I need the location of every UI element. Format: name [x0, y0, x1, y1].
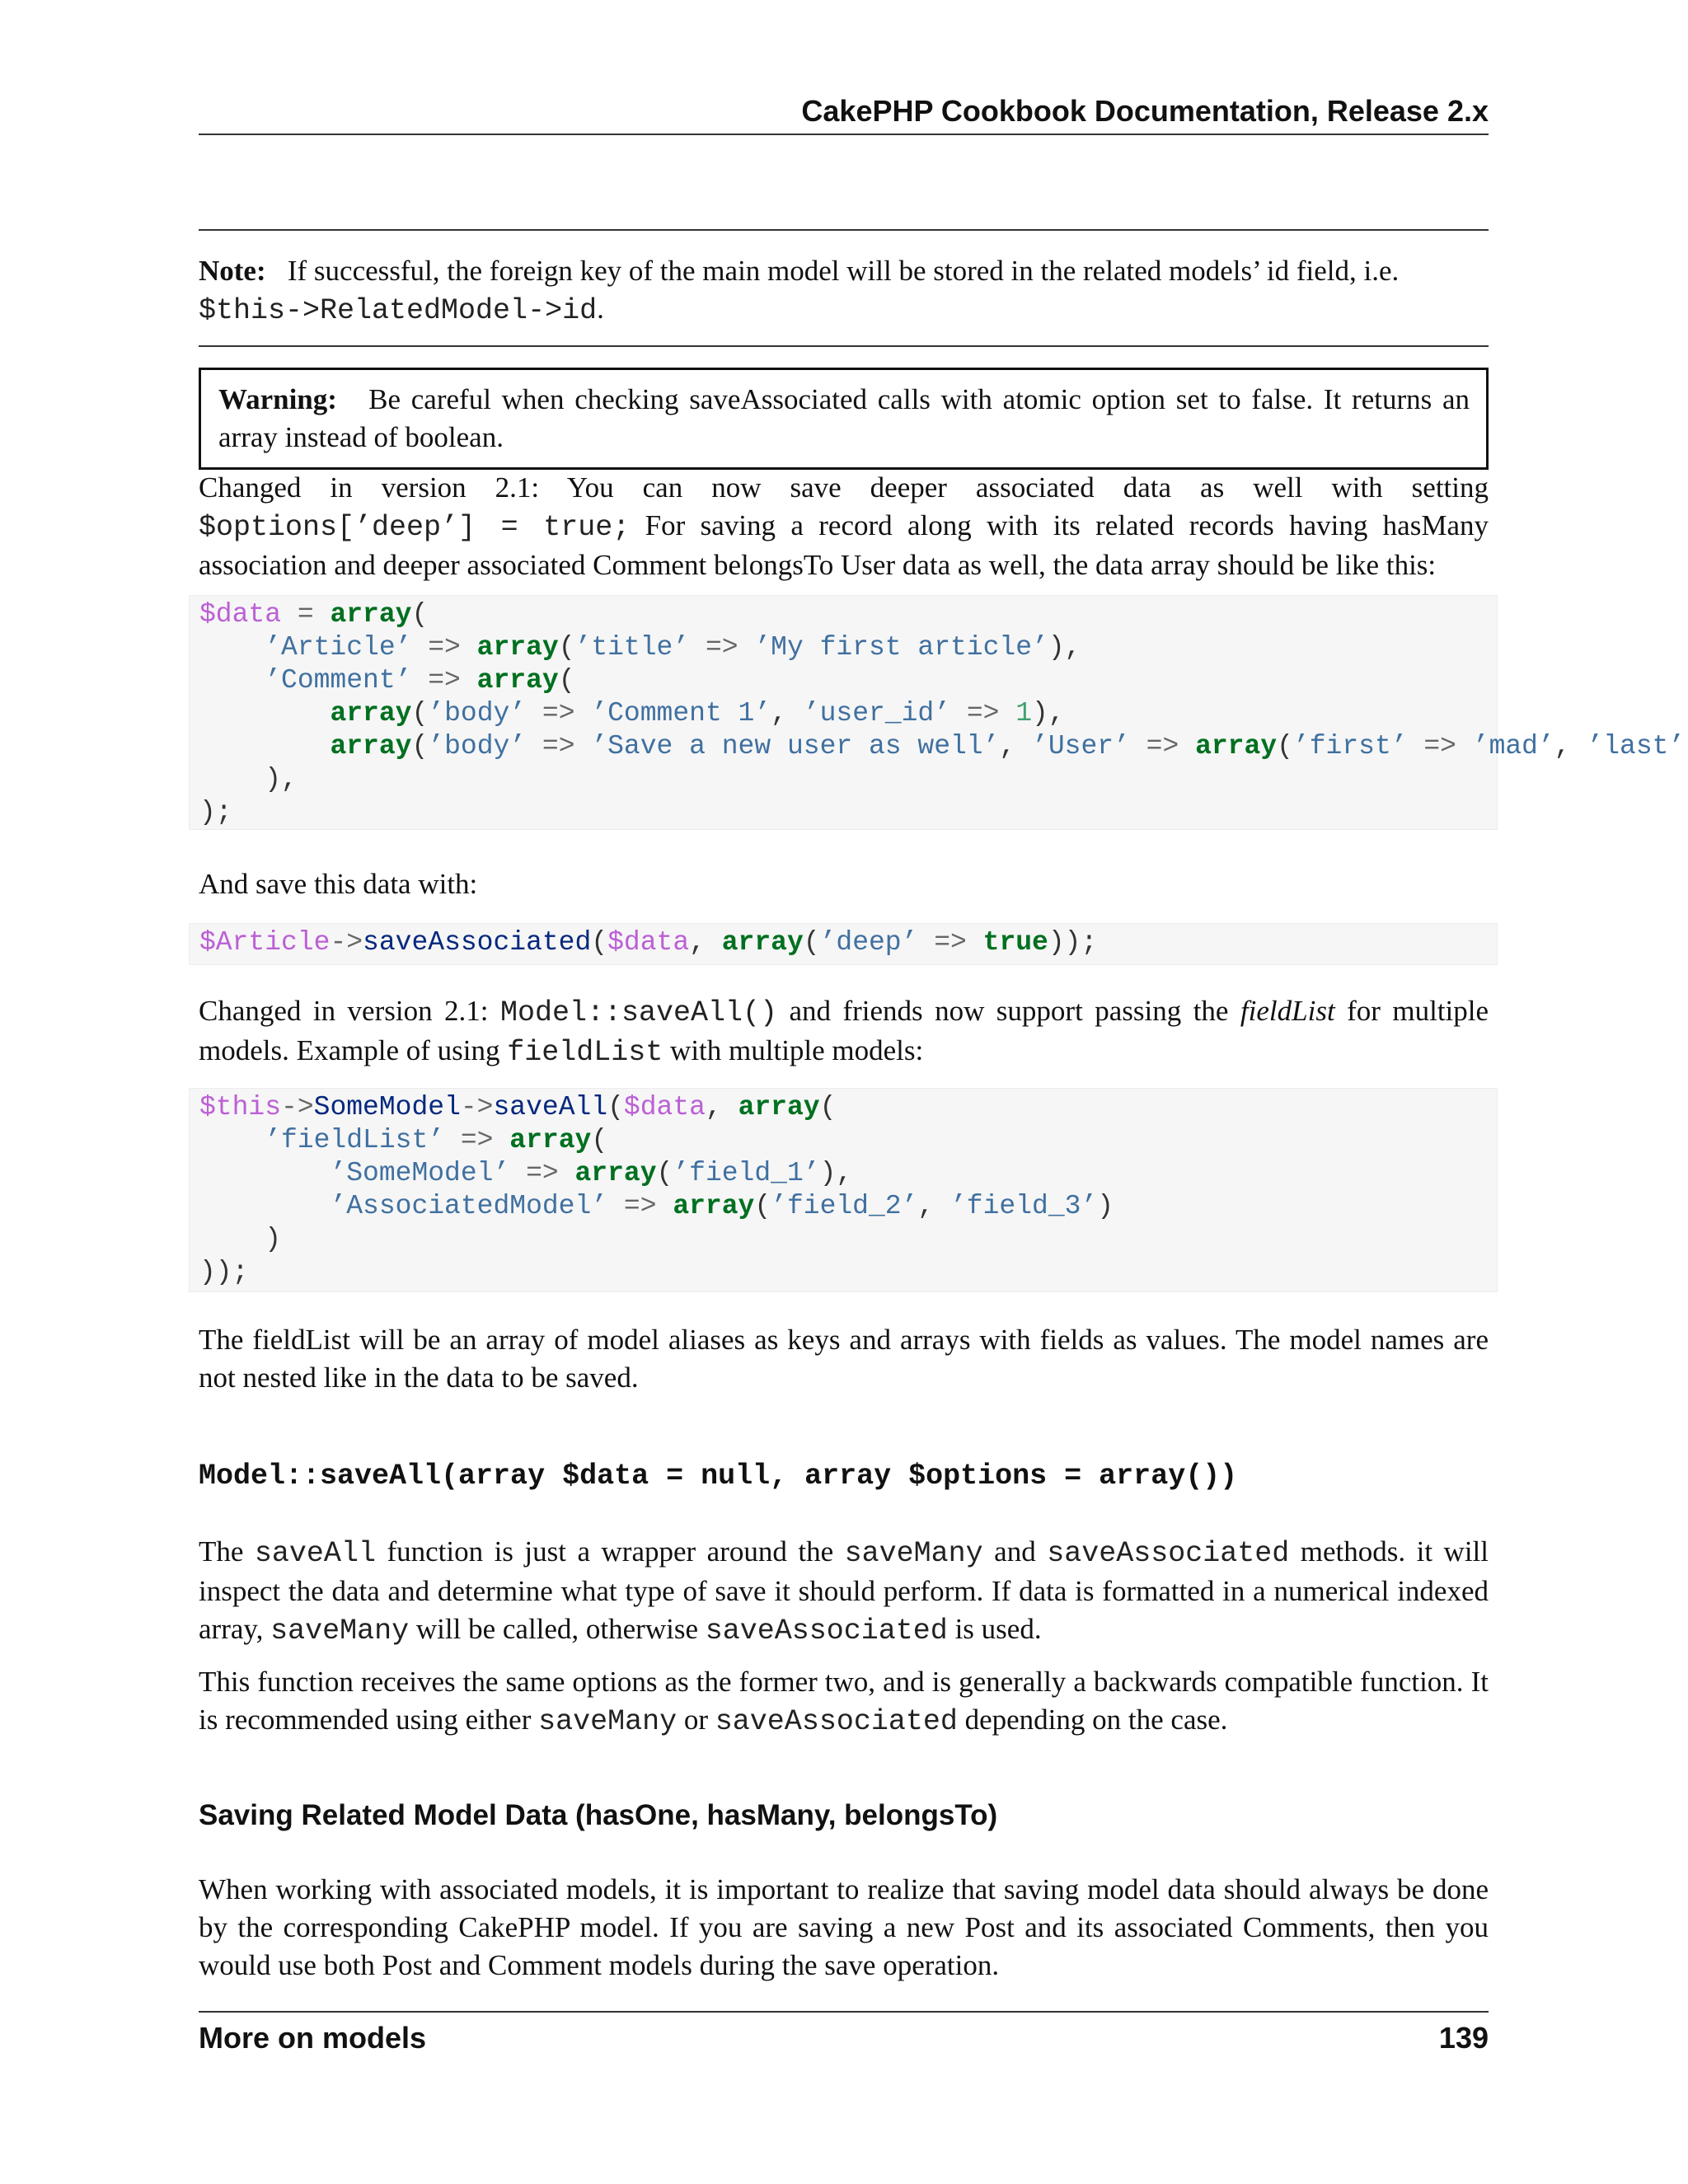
- changed-fieldlist-code1: Model::saveAll(): [499, 996, 778, 1029]
- note-text: If successful, the foreign key of the main model will be stored in the related models’ id field, i.e.: [287, 255, 1400, 287]
- changed-fieldlist-text2: for multiple models. Example of using: [199, 995, 1489, 1066]
- saveall-c2: saveMany: [844, 1537, 983, 1570]
- changed-fieldlist-paragraph: [199, 992, 1489, 1071]
- saveall-t5: will be called, otherwise: [415, 1613, 698, 1645]
- saveall-t6: is used.: [954, 1613, 1042, 1645]
- changed-fieldlist-code2: fieldList: [507, 1036, 663, 1069]
- note-top-rule: [199, 229, 1489, 231]
- note-code: $this->RelatedModel->id: [199, 294, 598, 327]
- note-end: .: [597, 293, 604, 325]
- changed-fieldlist-text1: and friends now support passing the: [789, 995, 1229, 1027]
- changed-fieldlist-text3: with multiple models:: [670, 1034, 924, 1066]
- saveall-t3: and: [994, 1535, 1036, 1568]
- warning-box: [199, 368, 1489, 470]
- changed-deep-paragraph: [199, 469, 1489, 584]
- note-block: [199, 252, 1489, 330]
- changed-deep-prefix: Changed in version 2.1:: [199, 471, 540, 504]
- saveall-t2: function is just a wrapper around the: [387, 1535, 834, 1568]
- changed-fieldlist-prefix: Changed in version 2.1:: [199, 995, 489, 1027]
- related-paragraph: When working with associated models, it is important to realize that saving model data should always be done by the corresponding CakePHP model. If you are saving a new Post and its associated Comments, then you would use both Post and Comment models during the save operation.: [199, 1873, 1489, 1981]
- changed-fieldlist-em: fieldList: [1240, 995, 1335, 1027]
- changed-deep-code: $options[’deep’] = true;: [199, 511, 631, 544]
- saveall-c3: saveAssociated: [1047, 1537, 1290, 1570]
- fieldlist-paragraph: The fieldList will be an array of model aliases as keys and arrays with fields as values. The model names are not nested like in the data to be saved.: [199, 1324, 1489, 1394]
- section-heading: Saving Related Model Data (hasOne, hasMany, belongsTo): [199, 1799, 998, 1831]
- footer-page-number: 139: [1438, 2021, 1489, 2055]
- save-data-paragraph: And save this data with:: [199, 868, 478, 900]
- saveall-c4: saveMany: [270, 1615, 410, 1647]
- saveall-t1: The: [199, 1535, 244, 1568]
- changed-deep-text1: You can now save deeper associated data as well with setting: [566, 471, 1489, 504]
- note-bottom-rule: [199, 345, 1489, 347]
- method-signature: Model::saveAll(array $data = null, array $options = array()): [199, 1460, 1238, 1493]
- function-c2: saveAssociated: [715, 1705, 958, 1738]
- code-block-fieldlist: $this->SomeModel->saveAll($data, array( ’fieldList’ => array( ’SomeModel’ => array(’field_1’), ’AssociatedModel’ => array(’field_2’, ’field_3’) ) ));: [189, 1088, 1498, 1292]
- saveall-c5: saveAssociated: [705, 1615, 948, 1647]
- function-paragraph: [199, 1663, 1489, 1741]
- running-header: CakePHP Cookbook Documentation, Release 2.x: [801, 94, 1489, 128]
- code-block-data-array: $data = array( ’Article’ => array(’title’ => ’My first article’), ’Comment’ => array( array(’body’ => ’Comment 1’, ’user_id’ => 1), array(’body’ => ’Save a new user as well’, ’User’ => array(’first’ => ’mad’, ’last’ ), );: [189, 595, 1498, 830]
- warning-label: Warning:: [218, 383, 337, 415]
- function-t1: This function receives the same options as the former two, and is generally a backwards compatible function. It is recommended using either: [199, 1666, 1489, 1736]
- footer-rule: [199, 2011, 1489, 2013]
- saveall-t4: methods. it will inspect the data and determine what type of save it should perform. If data is formatted in a numerical indexed array,: [199, 1535, 1489, 1645]
- function-t2: or: [683, 1704, 709, 1736]
- warning-text: Be careful when checking saveAssociated calls with atomic option set to false. It returns an array instead of boolean.: [218, 383, 1470, 453]
- function-t3: depending on the case.: [964, 1704, 1228, 1736]
- saveall-paragraph: [199, 1533, 1489, 1650]
- changed-deep-text2: For saving a record along with its related records having hasMany association and deeper associated Comment belongsTo User data as well, the data array should be like this:: [199, 509, 1489, 581]
- header-rule: [199, 134, 1489, 135]
- code-block-save-associated: $Article->saveAssociated($data, array(’deep’ => true));: [189, 923, 1498, 965]
- note-label: Note:: [199, 255, 266, 287]
- function-c1: saveMany: [538, 1705, 678, 1738]
- footer-section: More on models: [199, 2021, 427, 2055]
- saveall-c1: saveAll: [254, 1537, 376, 1570]
